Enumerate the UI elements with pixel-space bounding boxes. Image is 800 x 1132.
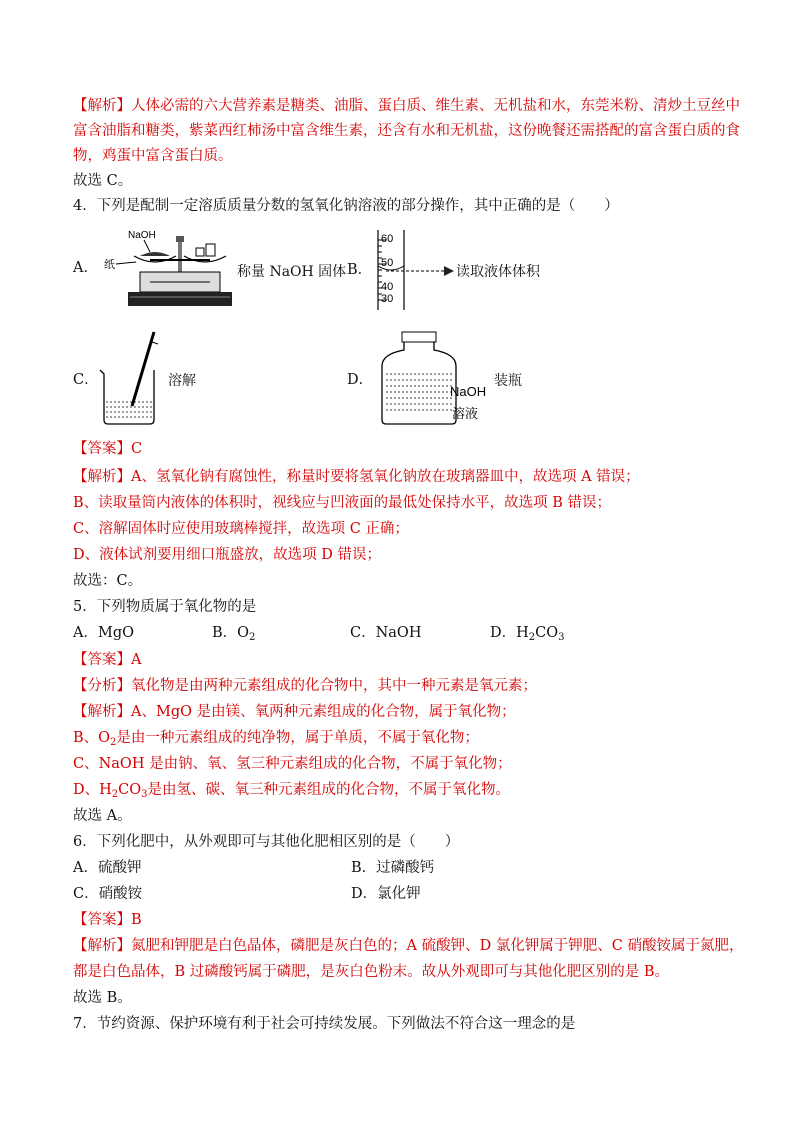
q4-option-d-letter: D． <box>347 372 374 388</box>
q3-analysis-line-3: 物，鸡蛋中富含蛋白质。 <box>73 148 233 164</box>
paper-label: 纸 <box>104 259 115 271</box>
q4-option-b-caption: 读取液体体积 <box>456 264 540 280</box>
q4-option-b-letter: B． <box>347 262 373 278</box>
q5-analysis-b: B、$O_2$是由一种元素组成的纯净物，属于单质，不属于氧化物； <box>73 730 479 748</box>
q3-conclusion: 故选 C。 <box>73 173 133 189</box>
q4-analysis-b: B、读取量筒内液体的体积时，视线应与凹液面的最低处保持水平，故选项 B 错误； <box>73 495 612 511</box>
q5-analysis-d: D、$H_2CO_3$是由氢、碳、氧三种元素组成的化合物，不属于氧化物。 <box>73 782 511 800</box>
q4-answer: 【答案】C <box>73 441 143 457</box>
q6-option-a: A．硫酸钾 <box>73 860 142 876</box>
q6-stem: 6．下列化肥中，从外观即可与其他化肥相区别的是（ ） <box>73 834 460 850</box>
q4-analysis-d: D、液体试剂要用细口瓶盛放，故选项 D 错误； <box>73 547 381 563</box>
q6-analysis-line-1: 【解析】氮肥和钾肥是白色晶体，磷肥是灰白色的；A 硫酸钾、D 氯化钾属于钾肥、C 硝酸铵属于氮肥， <box>73 938 744 954</box>
eye-icon <box>444 266 454 276</box>
q6-answer: 【答案】B <box>73 912 142 928</box>
q5-option-b: B．$O_2$ <box>212 625 256 643</box>
bottle-figure <box>374 330 494 428</box>
q7-stem: 7．节约资源、保护环境有利于社会可持续发展。下列做法不符合这一理念的是 <box>73 1016 576 1032</box>
q6-option-d: D．氯化钾 <box>351 886 421 902</box>
q5-option-c: C．NaOH <box>350 625 422 641</box>
q4-conclusion: 故选：C。 <box>73 573 143 589</box>
q5-conclusion: 故选 A。 <box>73 808 132 824</box>
beaker-figure <box>92 330 172 428</box>
q5-analysis-c: C、NaOH 是由钠、氧、氢三种元素组成的化合物，不属于氧化物； <box>73 756 512 772</box>
q5-fenxi: 【分析】氧化物是由两种元素组成的化合物中，其中一种元素是氧元素； <box>73 678 537 694</box>
q6-option-b: B．过磷酸钙 <box>351 860 435 876</box>
q6-option-c: C．硝酸铵 <box>73 886 143 902</box>
tick-30: 30 <box>381 293 394 305</box>
q5-option-a: A．MgO <box>73 625 134 641</box>
q3-analysis-line-1: 【解析】人体必需的六大营养素是糖类、油脂、蛋白质、维生素、无机盐和水，东莞米粉、清炒土豆丝中 <box>73 98 740 114</box>
q4-option-c-caption: 溶解 <box>168 373 196 389</box>
q6-analysis-line-2: 都是白色晶体，B 过磷酸钙属于磷肥，是灰白色粉末。故从外观即可与其他化肥区别的是 B。 <box>73 964 670 980</box>
bottle-solution-label: 溶液 <box>452 407 479 422</box>
tick-50: 50 <box>381 257 394 269</box>
naoh-label: NaOH <box>128 230 156 241</box>
balance-figure <box>100 226 235 312</box>
q4-option-a-letter: A． <box>73 260 98 276</box>
tick-60: 60 <box>381 233 394 245</box>
bottle-naoh-label: NaOH <box>450 384 487 399</box>
q5-option-d: D．$H_2CO_3$ <box>490 625 565 643</box>
q4-option-c-letter: C． <box>73 372 99 388</box>
q5-analysis-a: 【解析】A、MgO 是由镁、氧两种元素组成的化合物，属于氧化物； <box>73 704 516 720</box>
q4-analysis-c: C、溶解固体时应使用玻璃棒搅拌，故选项 C 正确； <box>73 521 409 537</box>
q4-analysis-a: 【解析】A、氢氧化钠有腐蚀性，称量时要将氢氧化钠放在玻璃器皿中，故选项 A 错误； <box>73 469 640 485</box>
q4-stem: 4．下列是配制一定溶质质量分数的氢氧化钠溶液的部分操作，其中正确的是（ ） <box>73 198 619 214</box>
q5-answer: 【答案】A <box>73 652 142 668</box>
q5-stem: 5．下列物质属于氧化物的是 <box>73 599 257 615</box>
q4-option-a-caption: 称量 NaOH 固体 <box>237 264 347 280</box>
cylinder-figure <box>368 226 458 312</box>
q4-option-d-caption: 装瓶 <box>494 373 522 389</box>
q6-conclusion: 故选 B。 <box>73 990 132 1006</box>
q3-analysis-line-2: 富含油脂和糖类，紫菜西红柿汤中富含维生素，还含有水和无机盐，这份晚餐还需搭配的富含蛋白质的食 <box>73 123 740 139</box>
tick-40: 40 <box>381 281 394 293</box>
